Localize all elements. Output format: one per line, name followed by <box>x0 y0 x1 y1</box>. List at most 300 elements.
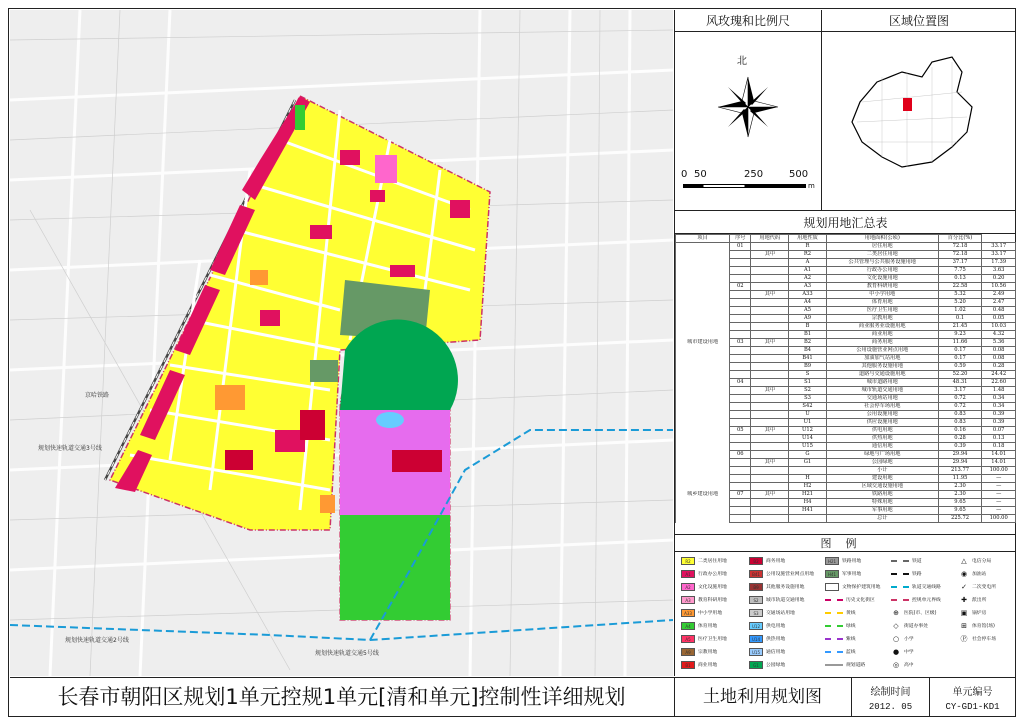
table-cell: 其中 <box>751 387 789 395</box>
legend-label: 铁道 <box>912 559 922 564</box>
table-cell: 体育用地 <box>826 299 938 307</box>
legend-item <box>749 632 821 645</box>
table-cell: A1 <box>789 267 827 275</box>
table-cell: 其他服务设施用地 <box>826 363 938 371</box>
group-cell <box>676 475 730 483</box>
table-cell: 0.48 <box>982 307 1016 315</box>
table-cell <box>751 283 789 291</box>
legend-symbol-icon: △ <box>961 556 967 565</box>
table-cell: 供热用地 <box>826 435 938 443</box>
table-cell <box>751 411 789 419</box>
legend-item <box>959 580 1015 593</box>
table-cell <box>751 475 789 483</box>
table-cell <box>730 515 751 523</box>
legend-item <box>825 567 887 580</box>
legend-item <box>959 632 1015 645</box>
table-cell <box>730 403 751 411</box>
table-cell: 文化设施用地 <box>826 275 938 283</box>
legend-swatch: B1 <box>681 661 695 669</box>
table-cell: 14.01 <box>982 451 1016 459</box>
park-area <box>340 320 458 620</box>
table-cell <box>751 443 789 451</box>
table-cell <box>730 499 751 507</box>
unit-cell <box>929 678 1015 716</box>
table-cell <box>730 419 751 427</box>
table-cell: S2 <box>789 387 827 395</box>
legend-item <box>891 554 955 567</box>
table-cell: 5.32 <box>938 291 982 299</box>
table-cell: 道路与交通设施用地 <box>826 371 938 379</box>
group-cell <box>676 355 730 363</box>
compass-title: 风玫瑰和比例尺 <box>675 10 822 32</box>
table-header-cell: 项目 <box>676 235 730 243</box>
legend-item <box>959 619 1015 632</box>
table-cell: 二类居住用地 <box>826 251 938 259</box>
table-cell: 其中 <box>751 427 789 435</box>
table-cell: A4 <box>789 299 827 307</box>
legend-symbol-icon: ◎ <box>892 660 900 669</box>
unit-value: CY-GD1-KD1 <box>945 702 1000 712</box>
group-cell <box>676 251 730 259</box>
table-cell <box>730 371 751 379</box>
legend-symbol-icon: ● <box>892 647 900 656</box>
table-row <box>676 339 1016 347</box>
table-cell: 33.17 <box>982 251 1016 259</box>
table-cell <box>751 435 789 443</box>
table-cell <box>730 507 751 515</box>
table-cell: 供应设施用地 <box>826 419 938 427</box>
table-cell: A2 <box>789 275 827 283</box>
table-cell: U15 <box>789 443 827 451</box>
table-cell: — <box>982 483 1016 491</box>
table-cell: H2 <box>789 483 827 491</box>
legend-label: 历史文化街区 <box>846 598 875 603</box>
table-cell: 14.01 <box>982 459 1016 467</box>
table-cell <box>751 499 789 507</box>
legend-symbol-icon: ✓ <box>961 582 967 591</box>
legend-item <box>681 593 745 606</box>
legend-line <box>891 586 909 588</box>
table-cell: 01 <box>730 243 751 251</box>
table-cell: 72.18 <box>938 251 982 259</box>
table-cell: — <box>982 475 1016 483</box>
location-map <box>822 32 1016 210</box>
legend-item <box>681 554 745 567</box>
table-cell: 07 <box>730 491 751 499</box>
table-row <box>676 491 1016 499</box>
group-cell <box>676 483 730 491</box>
table-header-cell: 百分比(%) <box>938 235 982 243</box>
legend-label: 供电用地 <box>766 624 786 629</box>
legend-symbol-icon: ▣ <box>960 608 968 617</box>
table-cell: 04 <box>730 379 751 387</box>
table-cell: 29.94 <box>938 451 982 459</box>
table-cell: 33.17 <box>982 243 1016 251</box>
table-cell: A9 <box>789 315 827 323</box>
table-cell: 3.63 <box>982 267 1016 275</box>
legend-item <box>891 658 955 671</box>
table-cell <box>730 395 751 403</box>
legend-label: 铁路用地 <box>842 559 862 564</box>
legend-label: 蓝线 <box>846 650 856 655</box>
legend-item <box>749 658 821 671</box>
legend-column-3 <box>825 554 887 671</box>
table-cell <box>730 267 751 275</box>
table-cell: 军事用地 <box>826 507 938 515</box>
group-cell <box>676 283 730 291</box>
legend-label: 轨道交通线路 <box>912 585 941 590</box>
table-cell: 供电用地 <box>826 427 938 435</box>
legend-swatch: U15 <box>749 648 763 656</box>
table-cell <box>730 483 751 491</box>
table-cell <box>730 411 751 419</box>
table-cell: 0.13 <box>938 275 982 283</box>
legend-label: 其他服务设施用地 <box>766 585 805 590</box>
group-cell <box>676 507 730 515</box>
table-cell: 72.18 <box>938 243 982 251</box>
legend-label: 高中 <box>904 663 914 668</box>
group-cell <box>676 275 730 283</box>
table-cell: 17.39 <box>982 259 1016 267</box>
drawing-title: 土地利用规划图 <box>674 678 850 716</box>
legend-symbol-icon: ◉ <box>960 569 968 578</box>
legend-item <box>681 658 745 671</box>
legend-item <box>825 619 887 632</box>
table-row <box>676 363 1016 371</box>
legend-symbol-icon: ⊞ <box>961 621 967 630</box>
table-cell: 其中 <box>751 491 789 499</box>
legend-label: 二类居住用地 <box>698 559 727 564</box>
table-cell: 0.20 <box>982 275 1016 283</box>
table-row <box>676 371 1016 379</box>
table-row <box>676 267 1016 275</box>
table-cell: 0.28 <box>982 363 1016 371</box>
table-cell: 37.17 <box>938 259 982 267</box>
legend-label: 商务用地 <box>766 559 786 564</box>
legend-label: 街道办事处 <box>904 624 928 629</box>
table-cell <box>751 323 789 331</box>
table-cell: 小计 <box>826 467 938 475</box>
legend-label: 电信分局 <box>972 559 992 564</box>
group-cell <box>676 371 730 379</box>
legend-label: 教育科研用地 <box>698 598 727 603</box>
legend-swatch: A2 <box>681 583 695 591</box>
table-cell: 9.23 <box>938 331 982 339</box>
table-cell: 0.13 <box>982 435 1016 443</box>
table-cell: H21 <box>789 491 827 499</box>
table-cell: 2.47 <box>982 299 1016 307</box>
table-cell: 其中 <box>751 339 789 347</box>
table-cell: 2.30 <box>938 483 982 491</box>
table-cell: 48.31 <box>938 379 982 387</box>
table-cell: 02 <box>730 283 751 291</box>
table-cell: 通信用地 <box>826 443 938 451</box>
table-cell <box>751 347 789 355</box>
legend-label: 派出所 <box>972 598 987 603</box>
table-cell: 0.83 <box>938 411 982 419</box>
table-row <box>676 403 1016 411</box>
table-row <box>676 515 1016 523</box>
table-cell: 1.02 <box>938 307 982 315</box>
table-row <box>676 299 1016 307</box>
table-cell <box>751 331 789 339</box>
table-cell <box>730 331 751 339</box>
group-cell <box>676 443 730 451</box>
legend-item <box>891 632 955 645</box>
table-cell: 10.03 <box>982 323 1016 331</box>
legend-label: 锅炉房 <box>972 611 987 616</box>
table-cell: 区域交通设施用地 <box>826 483 938 491</box>
table-cell: 0.34 <box>982 403 1016 411</box>
legend-item <box>681 580 745 593</box>
legend-label: 行政办公用地 <box>698 572 727 577</box>
table-cell: 商业用地 <box>826 331 938 339</box>
table-cell: 其中 <box>751 459 789 467</box>
legend-label: 公用设施营业网点用地 <box>766 572 814 577</box>
table-cell: 居住用地 <box>826 243 938 251</box>
legend-swatch: H21 <box>825 557 839 565</box>
group-cell: 城市建设用地 <box>676 339 730 347</box>
legend-label: 中小学用地 <box>698 611 722 616</box>
table-cell: 公用设施用地 <box>826 411 938 419</box>
legend-column-4 <box>891 554 955 671</box>
table-cell <box>789 515 827 523</box>
legend-label: 医疗卫生用地 <box>698 637 727 642</box>
land-use-map[interactable] <box>10 10 673 676</box>
table-cell <box>730 443 751 451</box>
legend-label: 紫线 <box>846 637 856 642</box>
title-block <box>10 677 1015 715</box>
legend-item <box>749 580 821 593</box>
table-cell: 100.00 <box>982 515 1016 523</box>
group-cell <box>676 323 730 331</box>
table-cell: 9.65 <box>938 499 982 507</box>
table-cell <box>751 307 789 315</box>
table-cell: 10.56 <box>982 283 1016 291</box>
legend-item <box>825 632 887 645</box>
legend-swatch: R2 <box>681 557 695 565</box>
table-cell <box>751 267 789 275</box>
table-cell: 城市道路用地 <box>826 379 938 387</box>
legend-column-5 <box>959 554 1015 645</box>
table-cell: 0.17 <box>938 355 982 363</box>
table-cell <box>751 363 789 371</box>
table-cell: G <box>789 451 827 459</box>
table-row <box>676 507 1016 515</box>
group-cell <box>676 307 730 315</box>
table-cell: 总计 <box>826 515 938 523</box>
table-cell: 22.60 <box>982 379 1016 387</box>
table-cell <box>730 323 751 331</box>
legend-symbol-icon: Ⓟ <box>960 634 968 643</box>
table-cell: H4 <box>789 499 827 507</box>
table-cell <box>730 363 751 371</box>
legend-label: 交通场站用地 <box>766 611 795 616</box>
legend-symbol-icon: ○ <box>892 634 900 643</box>
table-cell <box>730 251 751 259</box>
table-cell: S3 <box>789 395 827 403</box>
table-cell: H41 <box>789 507 827 515</box>
legend-label: 小学 <box>904 637 914 642</box>
table-cell <box>789 467 827 475</box>
table-cell: — <box>982 507 1016 515</box>
label-railway: 京哈铁路 <box>85 392 110 399</box>
legend-label: 宗教用地 <box>698 650 718 655</box>
table-cell: 建设用地 <box>826 475 938 483</box>
table-cell: 0.39 <box>982 419 1016 427</box>
group-cell <box>676 331 730 339</box>
table-cell: U <box>789 411 827 419</box>
table-cell: A <box>789 259 827 267</box>
legend <box>679 554 1015 674</box>
wind-rose-icon <box>713 72 783 142</box>
table-cell: S <box>789 371 827 379</box>
legend-swatch: A9 <box>681 648 695 656</box>
table-row <box>676 291 1016 299</box>
group-cell <box>676 387 730 395</box>
table-cell: U12 <box>789 427 827 435</box>
table-cell: B1 <box>789 331 827 339</box>
table-cell <box>751 395 789 403</box>
table-cell: B41 <box>789 355 827 363</box>
table-row <box>676 451 1016 459</box>
table-cell <box>730 355 751 363</box>
legend-label: 供热用地 <box>766 637 786 642</box>
legend-label: 绿线 <box>846 624 856 629</box>
legend-item <box>825 645 887 658</box>
table-row <box>676 283 1016 291</box>
legend-item <box>959 593 1015 606</box>
group-cell <box>676 291 730 299</box>
table-cell <box>751 315 789 323</box>
table-row <box>676 379 1016 387</box>
table-cell <box>730 291 751 299</box>
group-cell <box>676 459 730 467</box>
table-cell <box>751 371 789 379</box>
table-row <box>676 275 1016 283</box>
legend-item <box>959 554 1015 567</box>
table-cell: S1 <box>789 379 827 387</box>
label-line-2: 规划快速轨道交通2号线 <box>65 637 129 644</box>
table-cell: A33 <box>789 291 827 299</box>
table-row <box>676 475 1016 483</box>
legend-swatch: S2 <box>749 596 763 604</box>
legend-column-1 <box>681 554 745 671</box>
table-cell <box>751 275 789 283</box>
table-cell <box>751 419 789 427</box>
legend-label: 城市轨道交通用地 <box>766 598 805 603</box>
legend-label: 社会停车场 <box>972 637 996 642</box>
table-cell: B2 <box>789 339 827 347</box>
legend-swatch: G1 <box>749 661 763 669</box>
plan-title: 长春市朝阳区规划1单元控规1单元[清和单元]控制性详细规划 <box>57 685 626 709</box>
table-cell <box>751 467 789 475</box>
table-row <box>676 419 1016 427</box>
table-cell <box>730 275 751 283</box>
date-label: 绘制时间 <box>870 687 911 698</box>
table-cell: 0.39 <box>982 411 1016 419</box>
info-panel <box>674 10 1015 676</box>
legend-symbol-icon: ⊕ <box>893 608 899 617</box>
table-cell: 4.32 <box>982 331 1016 339</box>
legend-line <box>825 612 843 614</box>
legend-item <box>749 606 821 619</box>
table-cell <box>751 483 789 491</box>
table-cell <box>730 435 751 443</box>
table-row <box>676 483 1016 491</box>
table-cell: 0.83 <box>938 419 982 427</box>
table-cell: B4 <box>789 347 827 355</box>
table-cell: 其中 <box>751 251 789 259</box>
table-cell: 225.72 <box>938 515 982 523</box>
table-cell: 特殊用地 <box>826 499 938 507</box>
table-header-cell: 序号 <box>730 235 751 243</box>
table-cell: 2.49 <box>982 291 1016 299</box>
legend-label: 公园绿地 <box>766 663 786 668</box>
table-cell: 商业服务业设施用地 <box>826 323 938 331</box>
legend-item <box>825 606 887 619</box>
table-row <box>676 355 1016 363</box>
label-line-3: 规划快速轨道交通3号线 <box>38 445 102 452</box>
table-row <box>676 435 1016 443</box>
legend-item <box>749 567 821 580</box>
group-cell <box>676 259 730 267</box>
legend-item <box>891 593 955 606</box>
table-cell: 公用设施营业网点用地 <box>826 347 938 355</box>
table-cell <box>730 347 751 355</box>
unit-label: 单元编号 <box>952 687 993 698</box>
table-cell: G1 <box>789 459 827 467</box>
legend-item <box>891 567 955 580</box>
table-row <box>676 395 1016 403</box>
legend-item <box>681 567 745 580</box>
table-cell: 0.34 <box>982 395 1016 403</box>
table-cell: 绿地与广场用地 <box>826 451 938 459</box>
location-title: 区域位置图 <box>822 10 1016 32</box>
table-cell: 0.16 <box>938 427 982 435</box>
table-cell: 城市轨道交通用地 <box>826 387 938 395</box>
legend-swatch: U14 <box>749 635 763 643</box>
table-cell: — <box>982 499 1016 507</box>
table-cell: 0.05 <box>982 315 1016 323</box>
land-use-table <box>675 234 1016 523</box>
legend-line <box>825 599 843 601</box>
legend-swatch: A5 <box>681 635 695 643</box>
table-cell: 06 <box>730 451 751 459</box>
table-row <box>676 499 1016 507</box>
table-cell: 0.18 <box>982 443 1016 451</box>
table-cell: R2 <box>789 251 827 259</box>
legend-item <box>825 554 887 567</box>
group-cell <box>676 411 730 419</box>
legend-swatch: B41 <box>749 570 763 578</box>
legend-swatch: H41 <box>825 570 839 578</box>
legend-line <box>825 625 843 627</box>
table-cell: 11.95 <box>938 475 982 483</box>
table-cell <box>730 299 751 307</box>
table-header-cell: 用地面积(公顷) <box>826 235 938 243</box>
compass-panel: 北 0 50 250 500 m <box>675 32 822 210</box>
legend-label: 文化设施用地 <box>698 585 727 590</box>
table-cell: 宗教用地 <box>826 315 938 323</box>
group-cell <box>676 515 730 523</box>
legend-line <box>891 599 909 601</box>
legend-item <box>749 645 821 658</box>
legend-item <box>681 606 745 619</box>
group-cell <box>676 451 730 459</box>
legend-line <box>825 664 843 666</box>
table-cell <box>730 315 751 323</box>
